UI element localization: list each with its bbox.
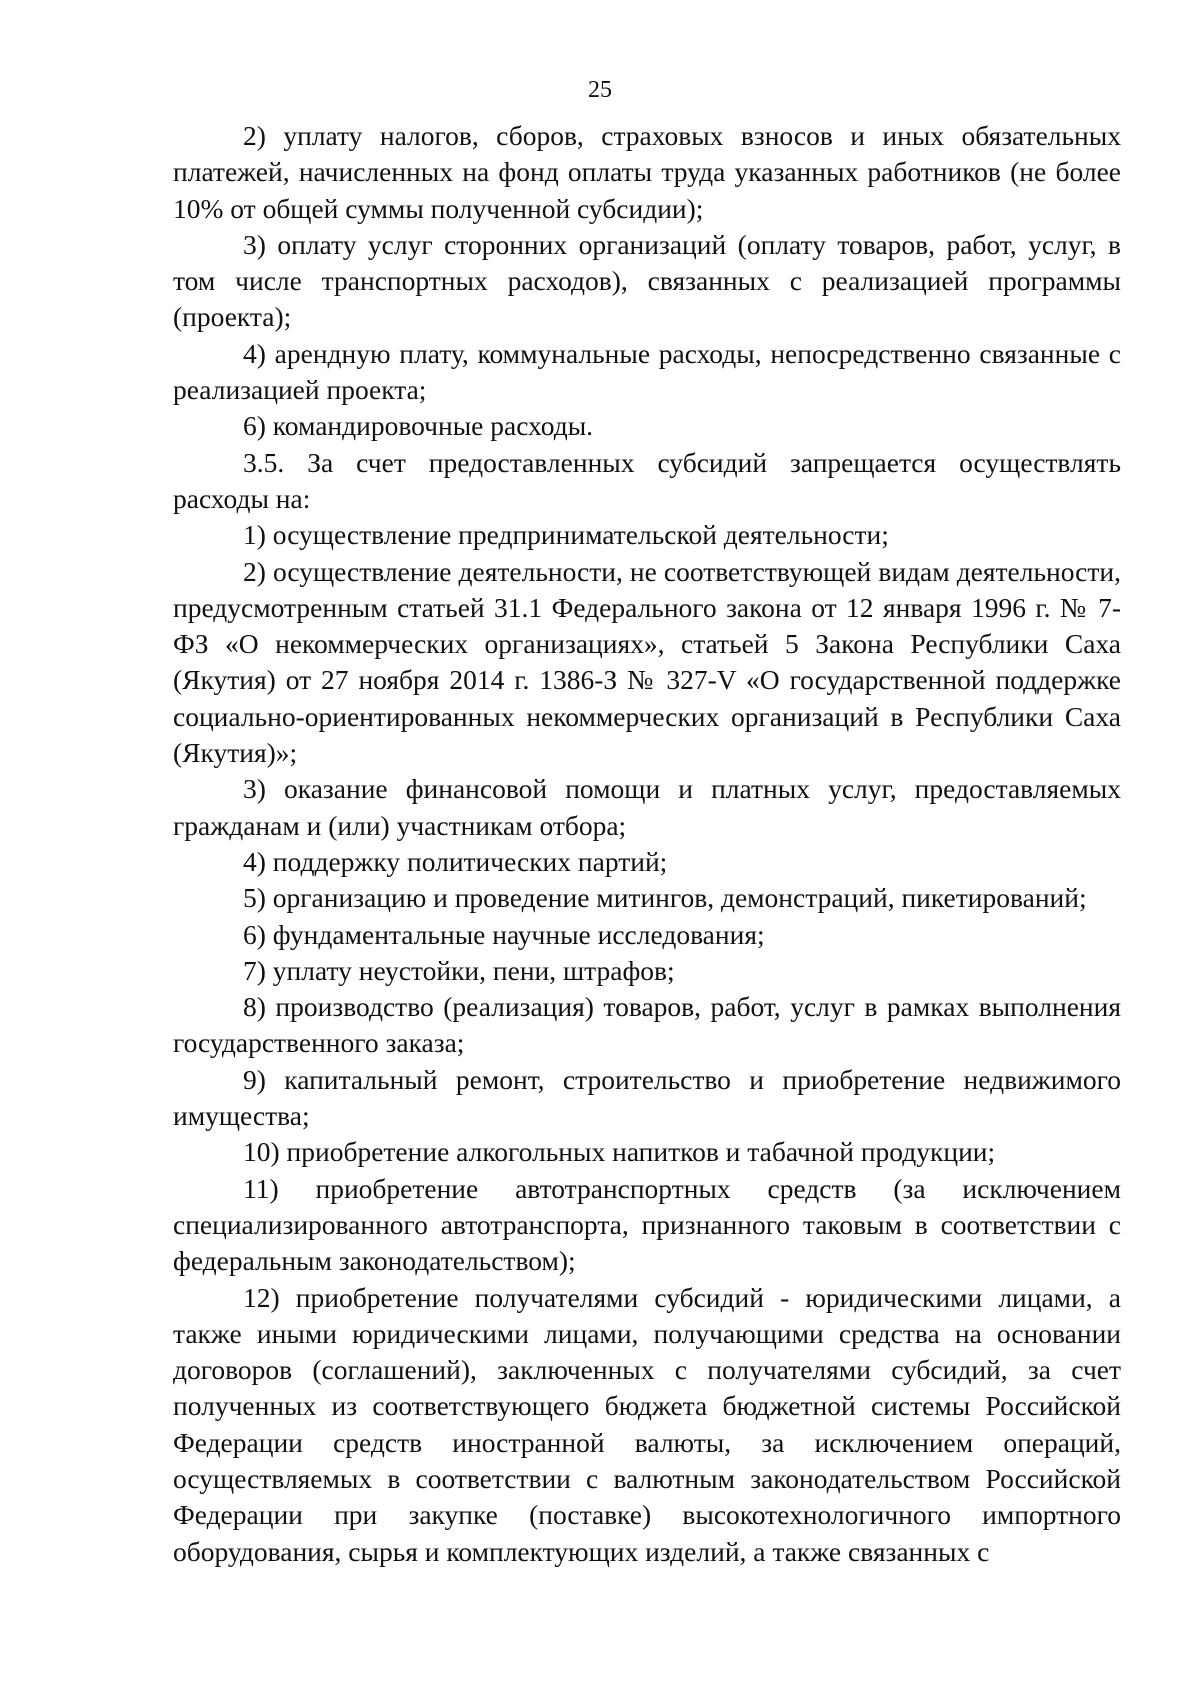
paragraph-prohibited-9: 9) капитальный ремонт, строительство и приобретение недвижимого имущества; [173,1063,1121,1132]
paragraph-prohibited-11: 11) приобретение автотранспортных средств (за исключением специализированного автотранспорта, признанного таковым в соответствии с федеральным законодательством); [173,1172,1121,1277]
paragraph-item-2-taxes: 2) уплату налогов, сборов, страховых взносов и иных обязательных платежей, начисленных на фонд оплаты труда указанных работников (не более 10% от общей суммы полученной субсидии); [173,120,1121,224]
paragraph-prohibited-7: 7) уплату неустойки, пени, штрафов; [243,954,675,986]
paragraph-prohibited-12: 12) приобретение получателями субсидий - юридическими лицами, а также иными юридическими лицами, получающими средства на основании договоров (соглашений), заключенных с получателями субсидий, за счет полученных из соответствующего бюджета бюджетной системы Российской Федерации средств иностранной валюты, за исключением операций, осуществляемых в соответствии с валютным законодательством Российской Федерации при закупке (поставке) высокотехнологичного импортного оборудования, сырья и комплектующих изделий, а также связанных с [173,1281,1121,1567]
paragraph-section-3-5: 3.5. За счет предоставленных субсидий запрещается осуществлять расходы на: [173,446,1121,514]
paragraph-prohibited-6: 6) фундаментальные научные исследования; [243,918,765,950]
paragraph-item-3-services: 3) оплату услуг сторонних организаций (оплату товаров, работ, услуг, в том числе транспортных расходов), связанных с реализацией программы (проекта); [173,228,1121,333]
paragraph-prohibited-4: 4) поддержку политических партий; [243,845,668,877]
document-body [173,118,1121,1570]
paragraph-prohibited-3: 3) оказание финансовой помощи и платных услуг, предоставляемых гражданам и (или) участникам отбора; [173,773,1121,841]
paragraph-prohibited-2: 2) осуществление деятельности, не соответствующей видам деятельности, предусмотренным статьей 31.1 Федерального закона от 12 января 1996 г. № 7-ФЗ «О некоммерческих организациях», статьей 5 Закона Республики Саха (Якутия) от 27 ноября 2014 г. 1386-З № 327-V «О государственной поддержке социально-ориентированных некоммерческих организаций в Республики Саха (Якутия)»; [173,555,1121,769]
page-number: 25 [588,77,612,103]
paragraph-prohibited-1: 1) осуществление предпринимательской деятельности; [243,519,889,551]
paragraph-item-6-travel: 6) командировочные расходы. [243,410,594,442]
paragraph-prohibited-8: 8) производство (реализация) товаров, работ, услуг в рамках выполнения государственного заказа; [173,991,1121,1059]
paragraph-prohibited-5: 5) организацию и проведение митингов, демонстраций, пикетирований; [243,882,1087,914]
paragraph-item-4-rent: 4) арендную плату, коммунальные расходы, непосредственно связанные с реализацией проекта; [173,337,1121,406]
paragraph-prohibited-10: 10) приобретение алкогольных напитков и табачной продукции; [243,1136,996,1168]
